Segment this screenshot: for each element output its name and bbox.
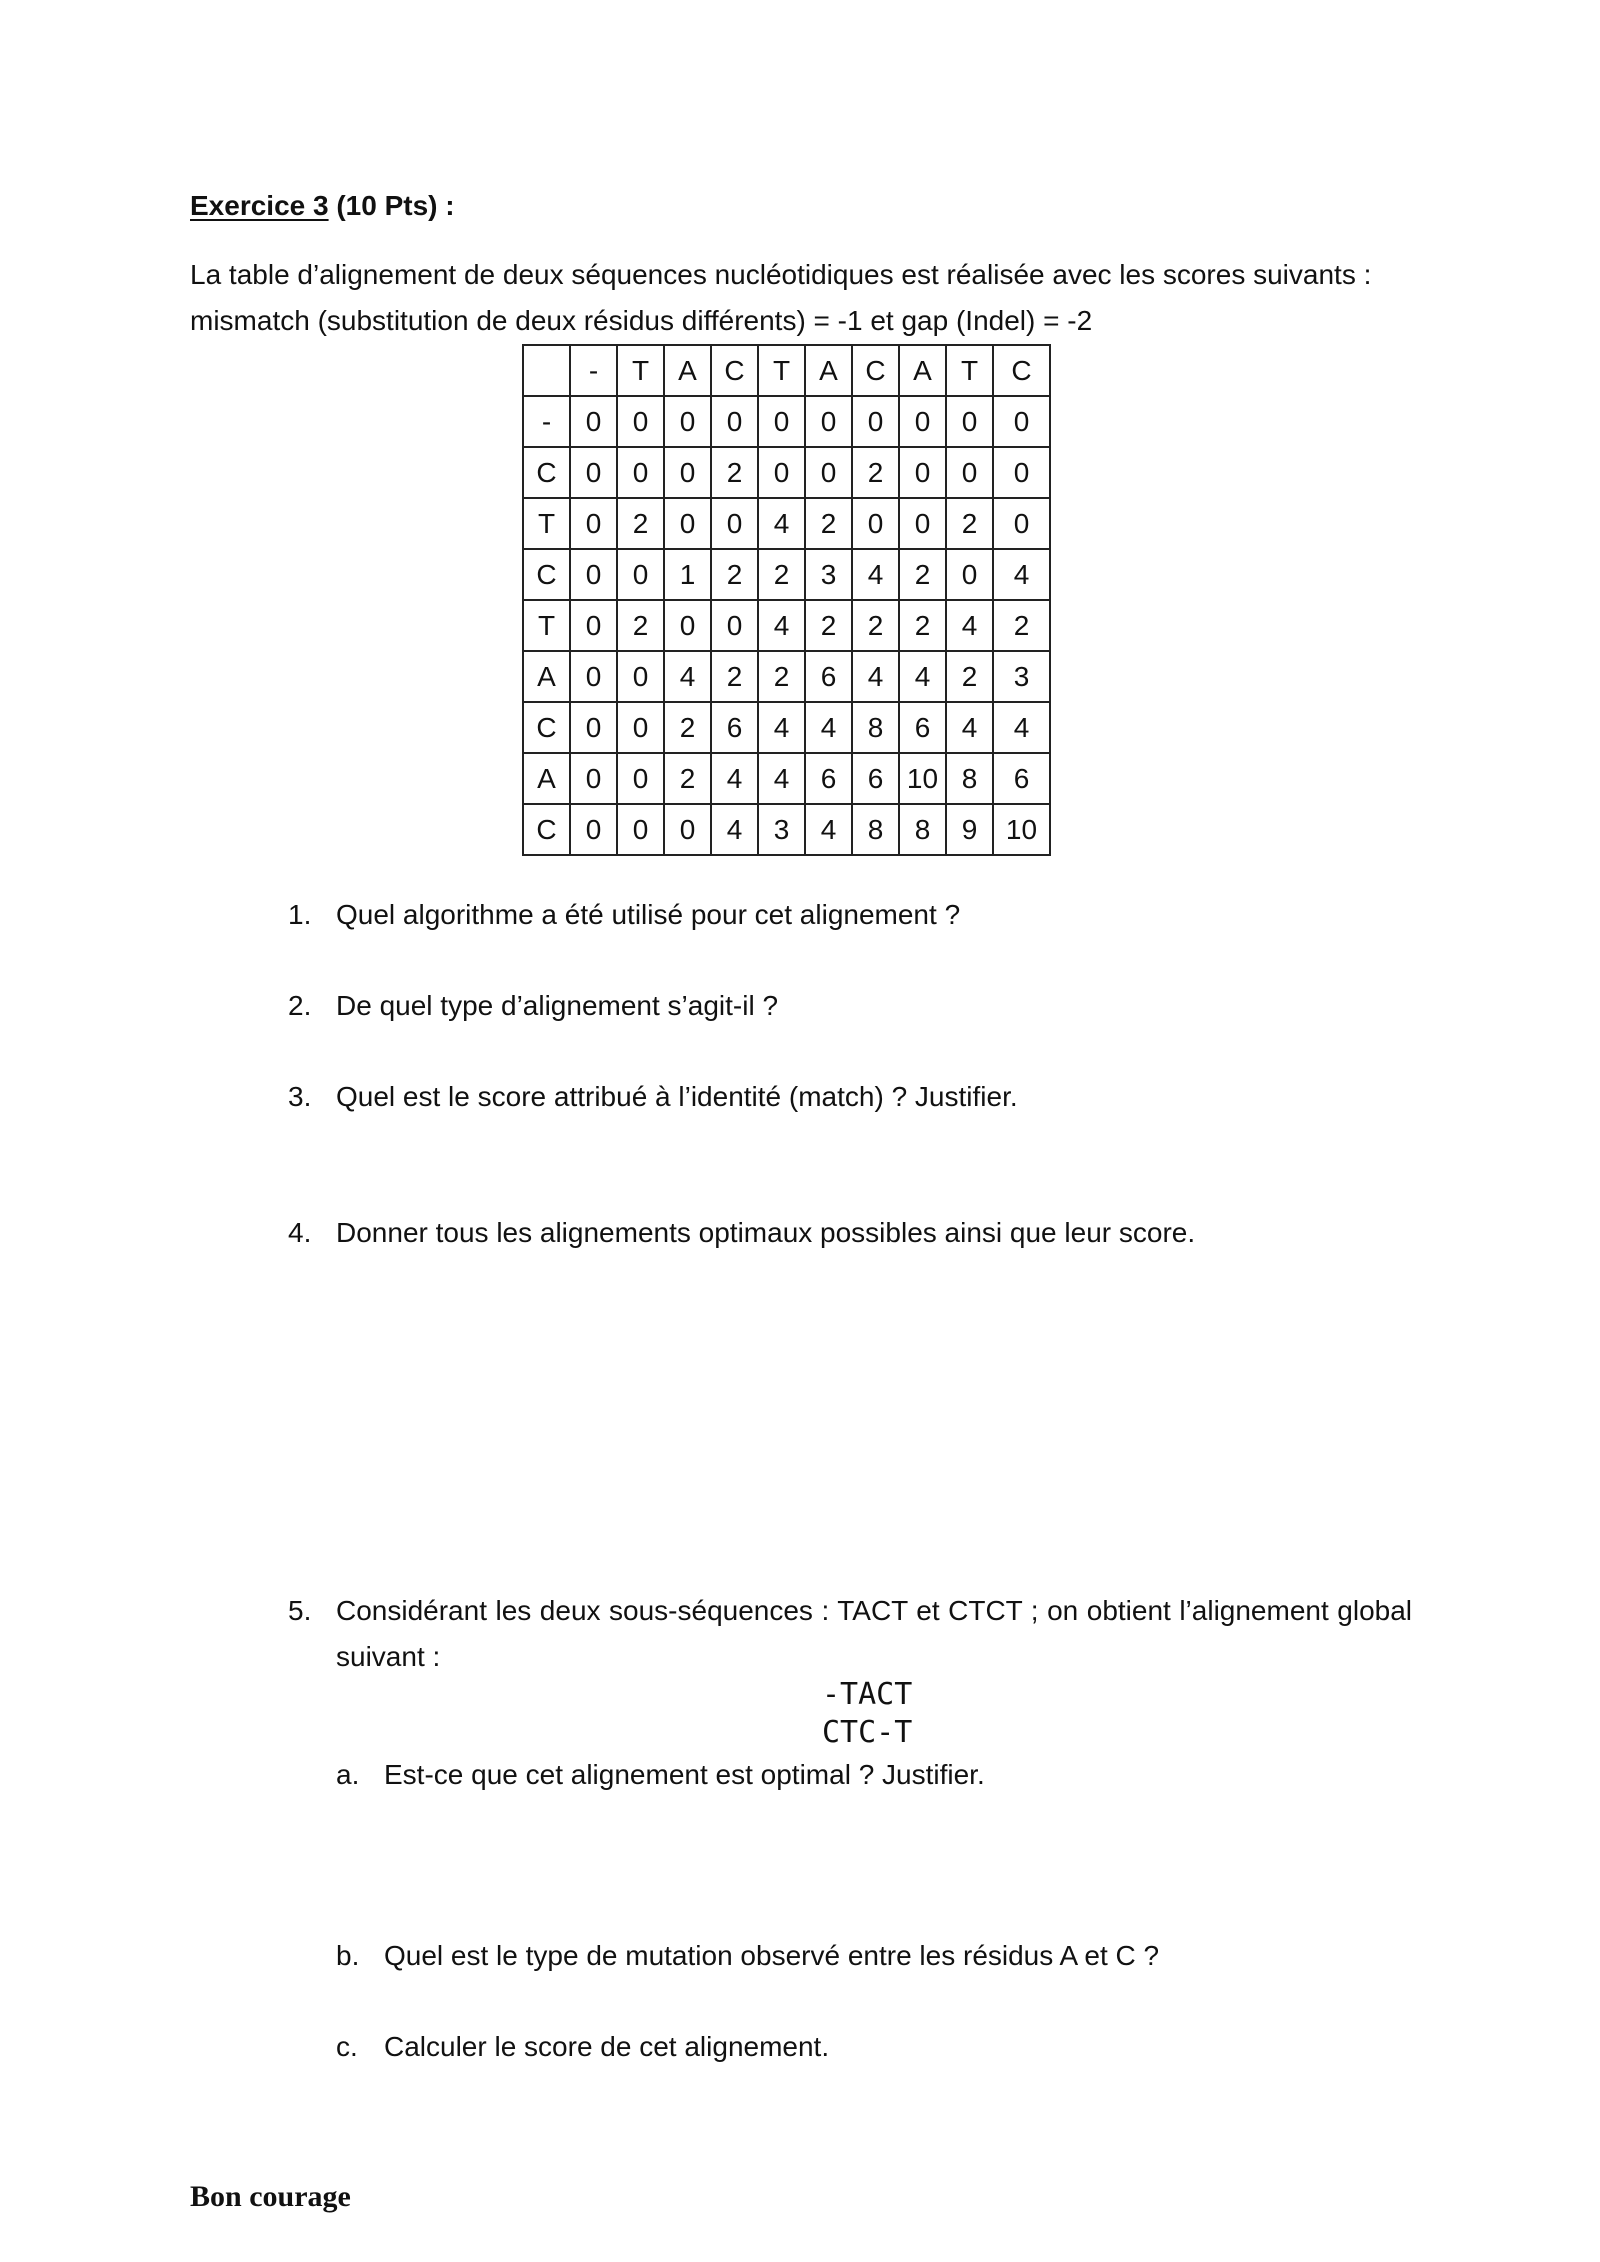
matrix-row (523, 651, 1050, 702)
matrix-row-header: T (523, 600, 570, 651)
matrix-cell: 4 (946, 702, 993, 753)
question-4-number: 4. (288, 1217, 312, 1248)
matrix-row-header: - (523, 396, 570, 447)
matrix-col-header: A (805, 345, 852, 396)
matrix-cell: 0 (570, 702, 617, 753)
matrix-cell: 8 (852, 804, 899, 855)
matrix-row (523, 600, 1050, 651)
matrix-cell: 10 (993, 804, 1050, 855)
matrix-cell: 4 (758, 498, 805, 549)
matrix-row (523, 804, 1050, 855)
matrix-cell: 0 (899, 498, 946, 549)
matrix-cell: 2 (711, 549, 758, 600)
matrix-row-header: A (523, 651, 570, 702)
exercise-title-label: Exercice 3 (190, 190, 329, 221)
matrix-cell: 0 (993, 498, 1050, 549)
matrix-cell: 4 (758, 600, 805, 651)
intro-paragraph: La table d’alignement de deux séquences nucléotidiques est réalisée avec les scores suivants : mismatch (substitution de deux résidus différents) = -1 et gap (Indel) = -2 (190, 259, 1372, 336)
matrix-cell: 0 (899, 396, 946, 447)
matrix-row-header: C (523, 447, 570, 498)
matrix-cell: 2 (805, 498, 852, 549)
matrix-row-header: C (523, 804, 570, 855)
matrix-cell: 0 (946, 447, 993, 498)
matrix-cell: 4 (805, 804, 852, 855)
matrix-cell: 0 (570, 396, 617, 447)
matrix-cell: 0 (711, 396, 758, 447)
matrix-cell: 2 (758, 549, 805, 600)
matrix-cell: 4 (664, 651, 711, 702)
matrix-cell: 0 (946, 396, 993, 447)
matrix-cell: 0 (664, 447, 711, 498)
matrix-cell: 2 (852, 447, 899, 498)
matrix-cell: 2 (899, 600, 946, 651)
question-5b: Quel est le type de mutation observé entre les résidus A et C ? (384, 1940, 1160, 1971)
matrix-cell: 4 (993, 702, 1050, 753)
exercise-title (190, 190, 455, 222)
matrix-cell: 0 (852, 498, 899, 549)
question-2: De quel type d’alignement s’agit-il ? (336, 990, 779, 1021)
matrix-cell: 0 (711, 600, 758, 651)
matrix-cell: 2 (758, 651, 805, 702)
matrix-row-header: T (523, 498, 570, 549)
matrix-row (523, 447, 1050, 498)
matrix-cell: 0 (852, 396, 899, 447)
matrix-cell: 4 (711, 753, 758, 804)
matrix-cell: 2 (946, 651, 993, 702)
question-5c-number: c. (336, 2031, 358, 2062)
question-5c: Calculer le score de cet alignement. (384, 2031, 830, 2062)
matrix-col-header (523, 345, 570, 396)
matrix-cell: 9 (946, 804, 993, 855)
matrix-cell: 6 (899, 702, 946, 753)
matrix-cell: 0 (664, 396, 711, 447)
matrix-cell: 0 (664, 498, 711, 549)
matrix-cell: 0 (570, 804, 617, 855)
matrix-cell: 0 (664, 804, 711, 855)
matrix-row (523, 549, 1050, 600)
alignment-line-1: -TACT (822, 1677, 913, 1712)
matrix-cell: 0 (711, 498, 758, 549)
matrix-cell: 3 (805, 549, 852, 600)
matrix-cell: 6 (805, 651, 852, 702)
question-5-number: 5. (288, 1595, 312, 1626)
matrix-cell: 0 (617, 447, 664, 498)
matrix-cell: 4 (711, 804, 758, 855)
exercise-points: (10 Pts) : (328, 190, 455, 221)
matrix-cell: 1 (664, 549, 711, 600)
matrix-cell: 0 (570, 651, 617, 702)
matrix-cell: 4 (852, 651, 899, 702)
matrix-row (523, 753, 1050, 804)
matrix-cell: 4 (758, 753, 805, 804)
matrix-cell: 2 (946, 498, 993, 549)
matrix-cell: 8 (899, 804, 946, 855)
matrix-col-header: T (946, 345, 993, 396)
matrix-cell: 0 (946, 549, 993, 600)
matrix-row (523, 498, 1050, 549)
matrix-cell: 3 (993, 651, 1050, 702)
matrix-cell: 0 (664, 600, 711, 651)
matrix-cell: 4 (852, 549, 899, 600)
question-5: Considérant les deux sous-séquences : TACT et CTCT ; on obtient l’alignement global suivant : (336, 1595, 1412, 1672)
matrix-cell: 0 (805, 447, 852, 498)
matrix-cell: 0 (570, 600, 617, 651)
matrix-cell: 0 (617, 702, 664, 753)
closing-note: Bon courage (190, 2180, 351, 2213)
matrix-col-header: T (617, 345, 664, 396)
question-4: Donner tous les alignements optimaux possibles ainsi que leur score. (336, 1217, 1196, 1248)
matrix-col-header: T (758, 345, 805, 396)
matrix-cell: 0 (993, 447, 1050, 498)
matrix-cell: 2 (664, 702, 711, 753)
matrix-col-header: C (852, 345, 899, 396)
matrix-row-header: A (523, 753, 570, 804)
matrix-cell: 6 (993, 753, 1050, 804)
question-1: Quel algorithme a été utilisé pour cet alignement ? (336, 899, 961, 930)
matrix-cell: 2 (617, 600, 664, 651)
matrix-cell: 2 (899, 549, 946, 600)
matrix-cell: 2 (664, 753, 711, 804)
matrix-cell: 6 (852, 753, 899, 804)
matrix-cell: 4 (758, 702, 805, 753)
matrix-cell: 0 (758, 396, 805, 447)
matrix-cell: 0 (570, 447, 617, 498)
matrix-cell: 10 (899, 753, 946, 804)
matrix-cell: 4 (805, 702, 852, 753)
question-3-number: 3. (288, 1081, 312, 1112)
question-3: Quel est le score attribué à l’identité (match) ? Justifier. (336, 1081, 1018, 1112)
matrix-cell: 8 (946, 753, 993, 804)
matrix-cell: 0 (758, 447, 805, 498)
matrix-cell: 4 (946, 600, 993, 651)
matrix-col-header: A (899, 345, 946, 396)
matrix-cell: 2 (852, 600, 899, 651)
matrix-header-row (523, 345, 1050, 396)
question-5a: Est-ce que cet alignement est optimal ? Justifier. (384, 1759, 985, 1790)
question-5b-number: b. (336, 1940, 360, 1971)
matrix-row (523, 702, 1050, 753)
matrix-cell: 2 (711, 447, 758, 498)
matrix-row-header: C (523, 702, 570, 753)
matrix-cell: 0 (617, 753, 664, 804)
matrix-row-header: C (523, 549, 570, 600)
matrix-cell: 2 (805, 600, 852, 651)
matrix-cell: 0 (570, 498, 617, 549)
matrix-col-header: C (993, 345, 1050, 396)
alignment-matrix (522, 344, 1051, 856)
matrix-col-header: - (570, 345, 617, 396)
matrix-cell: 0 (570, 549, 617, 600)
matrix-cell: 6 (805, 753, 852, 804)
matrix-cell: 0 (617, 804, 664, 855)
matrix-cell: 2 (617, 498, 664, 549)
matrix-col-header: A (664, 345, 711, 396)
matrix-row (523, 396, 1050, 447)
matrix-cell: 8 (852, 702, 899, 753)
alignment-line-2: CTC-T (822, 1715, 913, 1750)
matrix-cell: 0 (570, 753, 617, 804)
matrix-col-header: C (711, 345, 758, 396)
matrix-cell: 0 (805, 396, 852, 447)
matrix-cell: 0 (899, 447, 946, 498)
matrix-cell: 2 (993, 600, 1050, 651)
matrix-cell: 0 (993, 396, 1050, 447)
question-1-number: 1. (288, 899, 312, 930)
matrix-cell: 3 (758, 804, 805, 855)
matrix-cell: 6 (711, 702, 758, 753)
question-5a-number: a. (336, 1759, 360, 1790)
matrix-cell: 0 (617, 396, 664, 447)
matrix-cell: 0 (617, 549, 664, 600)
matrix-cell: 4 (899, 651, 946, 702)
matrix-cell: 0 (617, 651, 664, 702)
question-2-number: 2. (288, 990, 312, 1021)
matrix-cell: 4 (993, 549, 1050, 600)
matrix-cell: 2 (711, 651, 758, 702)
